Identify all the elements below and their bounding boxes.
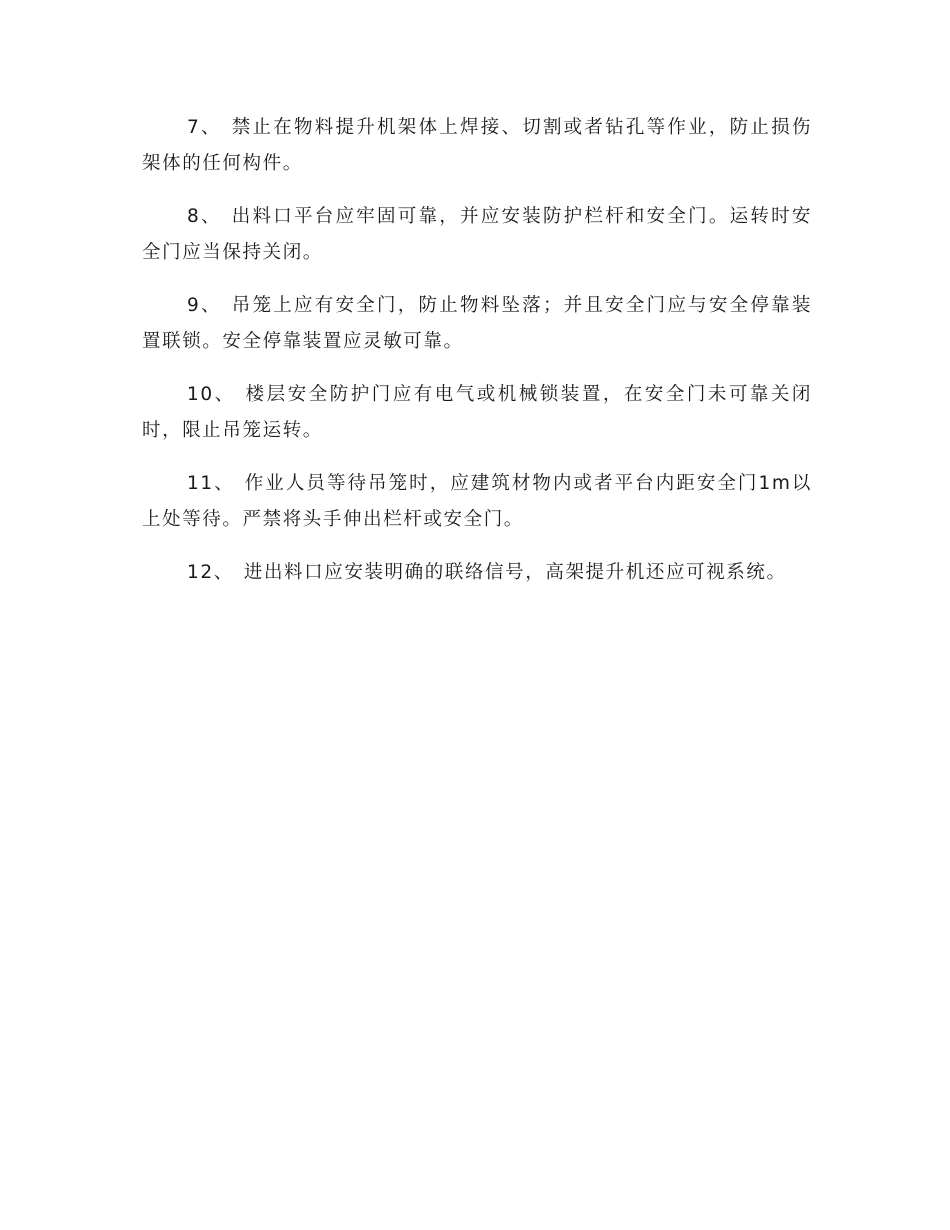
paragraph-number: 10、 (187, 384, 236, 405)
paragraph-number: 9、 (187, 295, 222, 316)
paragraph-item-12 (142, 555, 812, 591)
paragraph-number: 11、 (187, 473, 235, 494)
document-body (142, 110, 812, 608)
paragraph-text: 出料口平台应牢固可靠，并应安装防护栏杆和安全门。运转时安全门应当保持关闭。 (142, 206, 812, 263)
paragraph-item-11 (142, 466, 812, 538)
paragraph-number: 8、 (187, 206, 222, 227)
paragraph-number: 12、 (187, 562, 234, 583)
paragraph-text: 进出料口应安装明确的联络信号，高架提升机还应可视系统。 (243, 562, 787, 583)
paragraph-item-9 (142, 288, 812, 360)
paragraph-text: 楼层安全防护门应有电气或机械锁装置，在安全门未可靠关闭时，限止吊笼运转。 (142, 384, 813, 441)
paragraph-item-7 (142, 110, 812, 182)
paragraph-item-10 (142, 377, 812, 449)
paragraph-text: 吊笼上应有安全门，防止物料坠落；并且安全门应与安全停靠装置联锁。安全停靠装置应灵敏可靠。 (142, 295, 812, 352)
paragraph-text: 禁止在物料提升机架体上焊接、切割或者钻孔等作业，防止损伤架体的任何构件。 (142, 117, 812, 174)
paragraph-item-8 (142, 199, 812, 271)
paragraph-number: 7、 (187, 117, 222, 138)
paragraph-text: 作业人员等待吊笼时，应建筑材物内或者平台内距安全门1m以上处等待。严禁将头手伸出栏杆或安全门。 (142, 473, 813, 530)
